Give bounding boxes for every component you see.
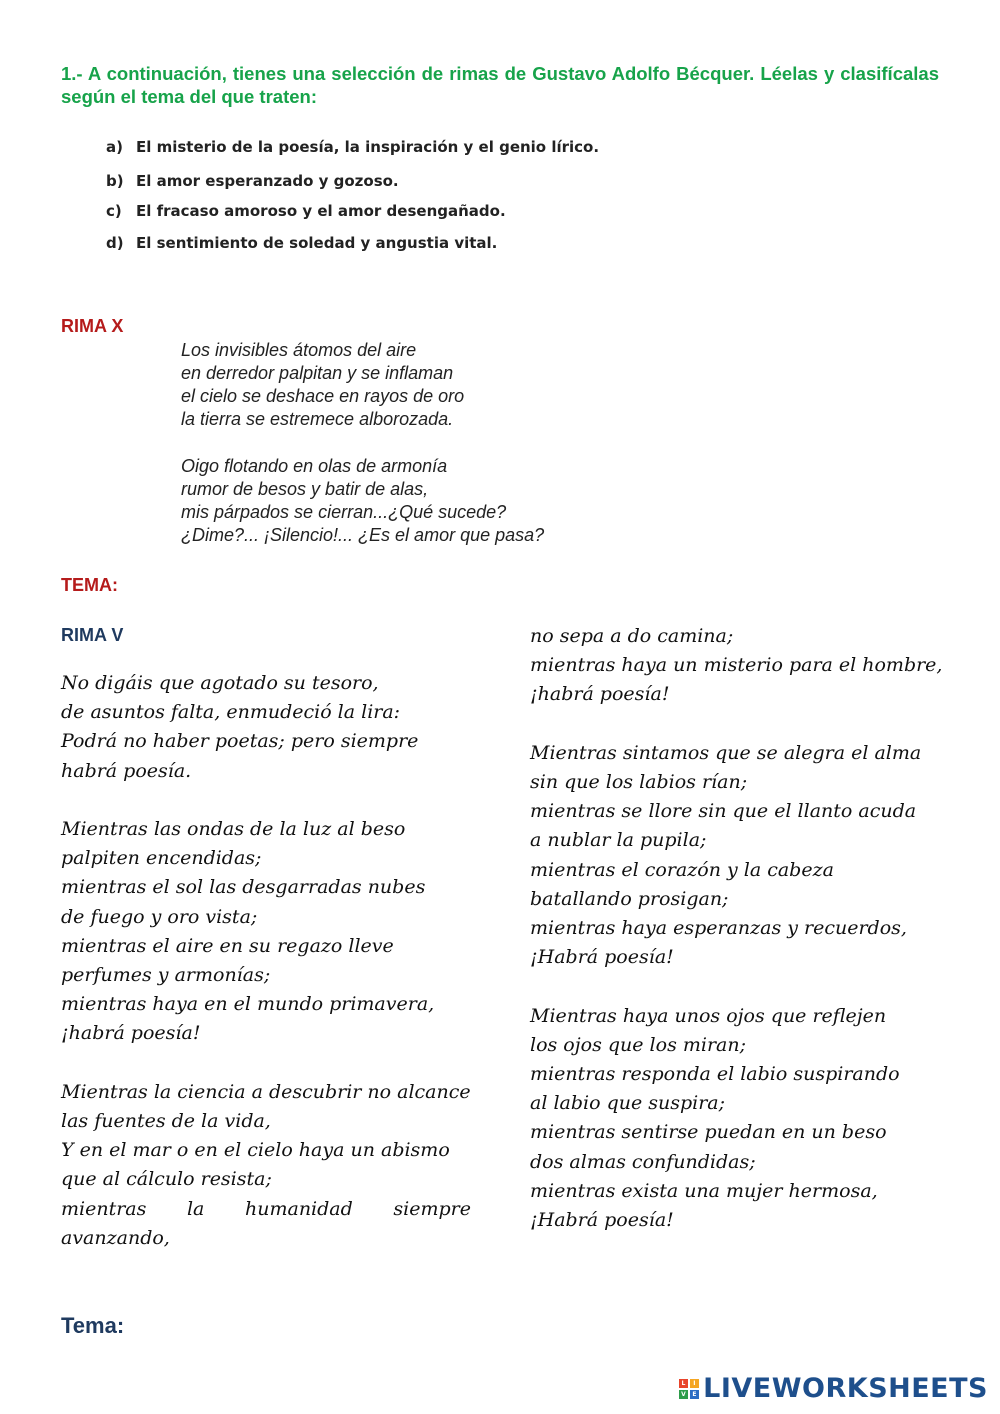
poem-line: la tierra se estremece alborozada.	[181, 409, 454, 429]
option-marker: b)	[106, 172, 124, 190]
logo-tile: E	[690, 1390, 699, 1399]
poem-line: perfumes y armonías;	[61, 964, 271, 987]
rima-v-title: RIMA V	[61, 625, 124, 645]
poem-line: de fuego y oro vista;	[61, 905, 258, 928]
poem-line: No digáis que agotado su tesoro,	[61, 672, 379, 694]
poem-line: no sepa a do camina;	[530, 625, 734, 647]
poem-line: mis párpados se cierran...¿Qué sucede?	[181, 502, 507, 522]
poem-line: mientras el corazón y la cabeza	[530, 858, 834, 881]
rima-v-left-column	[61, 669, 471, 1253]
poem-line: al labio que suspira;	[530, 1092, 726, 1115]
poem-line: Mientras haya unos ojos que reflejen	[530, 1004, 887, 1027]
option-marker: d)	[106, 234, 124, 252]
option-text: El fracaso amoroso y el amor desengañado.	[136, 202, 506, 220]
stanza-break	[61, 786, 471, 815]
stanza-break	[61, 1049, 471, 1078]
stanza-break	[530, 710, 942, 739]
poem-line: ¡habrá poesía!	[61, 1022, 201, 1045]
poem-line: mientras exista una mujer hermosa,	[530, 1179, 878, 1202]
poem-line: avanzando,	[61, 1226, 170, 1249]
option-marker: a)	[106, 138, 123, 156]
rima-v-tema-label: Tema:	[61, 1313, 125, 1338]
poem-line: el cielo se deshace en rayos de oro	[181, 386, 465, 406]
liveworksheets-logo	[679, 1373, 988, 1404]
instruction-text: 1.- A continuación, tienes una selección de rimas de Gustavo Adolfo Bécquer. Léelas y clasifícalas según el tema del que traten:	[61, 63, 939, 107]
poem-line: mientras haya en el mundo primavera,	[61, 993, 435, 1016]
rima-x-title: RIMA X	[61, 316, 124, 336]
theme-option	[106, 202, 506, 220]
poem-line: Mientras sintamos que se alegra el alma	[530, 741, 922, 764]
poem-line: Los invisibles átomos del aire	[181, 340, 417, 360]
theme-option	[106, 138, 599, 156]
poem-line: de asuntos falta, enmudeció la lira:	[61, 701, 401, 724]
theme-option	[106, 172, 399, 190]
verse-word: mientras	[61, 1197, 147, 1220]
verse-word: siempre	[393, 1197, 471, 1220]
theme-option	[106, 234, 497, 252]
poem-line: Mientras la ciencia a descubrir no alcance	[61, 1080, 471, 1103]
rima-x-stanza-1	[181, 339, 464, 431]
rima-x-tema-label: TEMA:	[61, 575, 118, 595]
poem-line: ¡Habrá poesía!	[530, 1209, 674, 1232]
poem-line: Mientras las ondas de la luz al beso	[61, 818, 406, 840]
poem-line: las fuentes de la vida,	[61, 1110, 271, 1133]
stanza-break	[530, 972, 942, 1001]
poem-line: a nublar la pupila;	[530, 829, 707, 852]
option-marker: c)	[106, 202, 122, 220]
poem-line: palpiten encendidas;	[61, 847, 262, 870]
poem-line: sin que los labios rían;	[530, 771, 748, 793]
poem-line: mientras se llore sin que el llanto acuda	[530, 800, 917, 823]
poem-line: Y en el mar o en el cielo haya un abismo	[61, 1139, 450, 1162]
option-text: El misterio de la poesía, la inspiración y el genio lírico.	[136, 138, 600, 156]
poem-line: mientras sentirse puedan en un beso	[530, 1121, 887, 1144]
poem-line: batallando prosigan;	[530, 887, 729, 910]
poem-line: rumor de besos y batir de alas,	[181, 479, 429, 499]
rima-v-right-column	[530, 622, 942, 1235]
poem-line: mientras el sol las desgarradas nubes	[61, 876, 426, 899]
poem-line: los ojos que los miran;	[530, 1033, 746, 1056]
logo-tile: L	[679, 1379, 688, 1388]
logo-text: LIVEWORKSHEETS	[703, 1373, 988, 1404]
logo-tile: V	[681, 1390, 687, 1398]
rima-x-stanza-2	[181, 455, 544, 547]
justified-verse-line	[61, 1195, 471, 1224]
poem-line: Oigo flotando en olas de armonía	[181, 456, 448, 476]
poem-line: ¡habrá poesía!	[530, 683, 670, 706]
poem-line: mientras haya esperanzas y recuerdos,	[530, 917, 907, 940]
poem-line: mientras el aire en su regazo lleve	[61, 934, 394, 957]
verse-word: humanidad	[245, 1197, 353, 1220]
poem-line: Podrá no haber poetas; pero siempre	[61, 730, 419, 753]
poem-line: habrá poesía.	[61, 759, 192, 782]
poem-line: que al cálculo resista;	[61, 1168, 272, 1191]
poem-line: dos almas confundidas;	[530, 1150, 756, 1173]
option-text: El sentimiento de soledad y angustia vital.	[136, 234, 498, 252]
logo-icon	[679, 1379, 699, 1399]
logo-tile: I	[690, 1379, 699, 1388]
verse-word: la	[186, 1197, 205, 1220]
poem-line: mientras responda el labio suspirando	[530, 1063, 900, 1086]
option-text: El amor esperanzado y gozoso.	[136, 172, 399, 190]
poem-line: ¿Dime?... ¡Silencio!... ¿Es el amor que pasa?	[181, 525, 545, 545]
poem-line: en derredor palpitan y se inflaman	[181, 363, 454, 383]
poem-line: mientras haya un misterio para el hombre,	[530, 654, 943, 677]
poem-line: ¡Habrá poesía!	[530, 946, 674, 969]
